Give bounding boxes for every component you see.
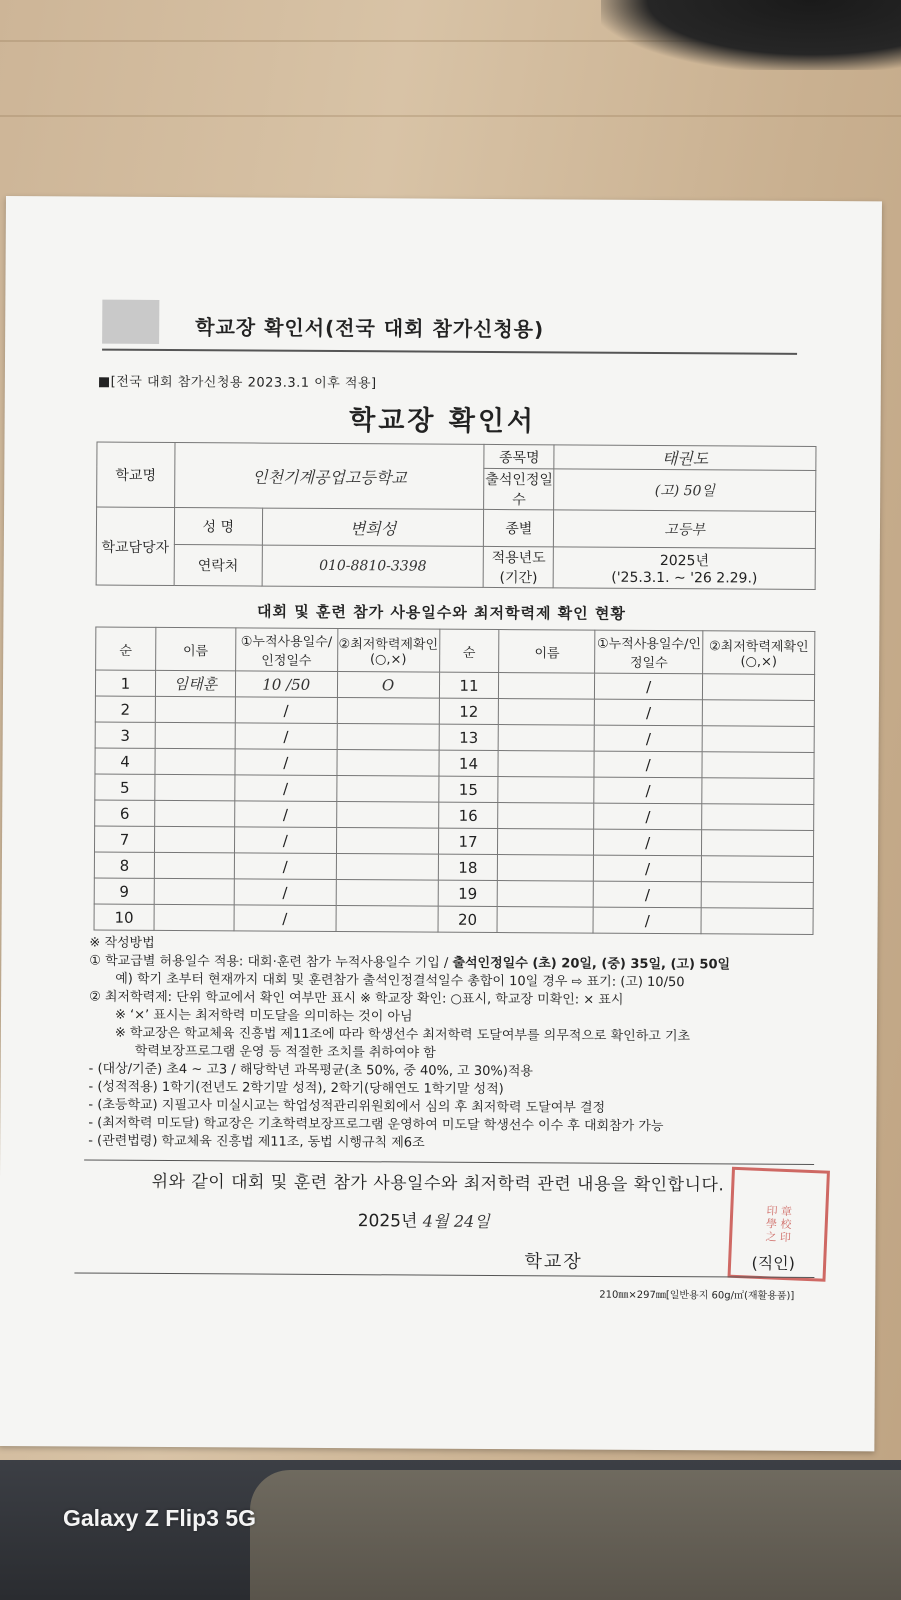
note-2: ② 최저학력제: 단위 학교에서 확인 여부만 표시 ※ 학교장 확인: ○표시, 학교장 미확인: × 표시 <box>89 989 624 1008</box>
year-label: 적용년도(기간) <box>484 546 554 587</box>
row-number: 9 <box>94 878 154 904</box>
days-used: / <box>234 827 336 854</box>
detail-2: - (성적적용) 1학기(전년도 2학기말 성적), 2학기(당해연도 1학기말 성적) <box>88 1079 504 1098</box>
days-used: / <box>235 697 337 724</box>
athlete-name <box>499 725 595 752</box>
section-title: 대회 및 훈련 참가 사용일수와 최저학력제 확인 현황 <box>256 602 626 623</box>
row-number: 15 <box>438 776 498 802</box>
header-rule <box>102 349 797 355</box>
min-academic-check <box>336 776 438 803</box>
min-academic-check <box>701 856 813 883</box>
athlete-name <box>154 878 234 904</box>
athlete-name <box>498 751 594 778</box>
days-used: / <box>595 699 703 726</box>
min-academic-check <box>701 908 813 935</box>
note-1-bold: 출석인정일수 (초) 20일, (중) 35일, (고) 50일 <box>452 955 731 973</box>
camera-watermark: Galaxy Z Flip3 5G <box>63 1505 257 1531</box>
athlete-name <box>155 800 235 826</box>
roster-header-row <box>96 627 815 674</box>
col-header: 순 <box>96 627 156 670</box>
days-used: / <box>594 725 702 752</box>
days-used: / <box>235 723 337 750</box>
min-academic-check <box>336 880 438 907</box>
days-used: / <box>593 907 701 934</box>
school-name-label: 학교명 <box>97 442 175 507</box>
date-month: 4월 <box>422 1211 449 1231</box>
athlete-name <box>154 826 234 852</box>
min-academic-check <box>337 750 439 777</box>
col-header: ①누적사용일수/인정일수 <box>235 628 337 672</box>
athlete-name <box>154 904 234 930</box>
seal-label: (직인) <box>751 1253 795 1273</box>
division-label: 종별 <box>484 509 554 546</box>
year-value: 2025년 <box>659 553 710 570</box>
row-number: 16 <box>438 802 498 828</box>
min-academic-check <box>702 700 814 727</box>
division-value: 고등부 <box>554 510 816 549</box>
info-table <box>96 442 817 590</box>
col-header: ①누적사용일수/인정일수 <box>595 630 703 674</box>
athlete-name <box>499 699 595 726</box>
event-value: 태권도 <box>554 445 816 471</box>
date-day: 24일 <box>453 1211 490 1231</box>
athlete-name <box>498 777 594 804</box>
days-used: / <box>234 801 336 828</box>
min-academic-check <box>336 802 438 829</box>
col-header: ②최저학력제확인(○,×) <box>337 629 439 673</box>
min-academic-check <box>701 882 813 909</box>
athlete-name <box>499 673 595 700</box>
days-used: / <box>595 673 703 700</box>
row-number: 19 <box>438 880 498 906</box>
days-used: / <box>594 829 702 856</box>
row-number: 18 <box>438 854 498 880</box>
athlete-name <box>497 907 593 934</box>
athlete-name <box>498 829 594 856</box>
athlete-name: 임태훈 <box>155 670 235 696</box>
principal-title: 학교장 <box>524 1251 583 1273</box>
days-used: / <box>593 881 701 908</box>
row-number: 2 <box>95 696 155 722</box>
confirmation-statement: 위와 같이 대회 및 훈련 참가 사용일수와 최저학력 관련 내용을 확인합니다. <box>151 1171 725 1196</box>
days-used: / <box>234 853 336 880</box>
min-academic-check <box>702 778 814 805</box>
athlete-name <box>155 748 235 774</box>
row-number: 8 <box>94 852 154 878</box>
days-used: 10 /50 <box>235 671 337 698</box>
row-number: 1 <box>95 670 155 696</box>
roster-table <box>94 627 816 935</box>
min-academic-check <box>702 752 814 779</box>
row-number: 17 <box>438 828 498 854</box>
min-academic-check <box>336 906 438 933</box>
row-number: 5 <box>95 774 155 800</box>
page-title: 학교장 확인서 <box>349 405 537 438</box>
document-sheet <box>0 196 882 1451</box>
col-header: ②최저학력제확인(○,×) <box>703 631 815 675</box>
contact-label: 연락처 <box>174 545 262 587</box>
athlete-name <box>498 803 594 830</box>
days-used: / <box>594 751 702 778</box>
col-header: 이름 <box>156 627 236 670</box>
note-1-example: 예) 학기 초부터 현재까지 대회 및 훈련참가 출석인정결석일수 총합이 10일 경우 ⇨ 표기: (고) 10/50 <box>115 971 685 991</box>
header-shade <box>102 300 159 344</box>
dark-cloth <box>601 0 901 70</box>
row-number: 20 <box>438 906 498 932</box>
detail-1: - (대상/기준) 초4 ~ 고3 / 해당학년 과목평균(초 50%, 중 40%, 고 30%)적용 <box>88 1061 534 1080</box>
table-row <box>94 904 813 934</box>
fabric-area <box>250 1470 901 1600</box>
name-value: 변희성 <box>262 508 484 546</box>
note-3: ※ ‘×’ 표시는 최저학력 미도달을 의미하는 것이 아님 <box>114 1007 413 1025</box>
days-used: / <box>594 855 702 882</box>
days-used: / <box>235 749 337 776</box>
row-number: 13 <box>439 724 499 750</box>
detail-4: - (최저학력 미도달) 학교장은 기초학력보장프로그램 운영하여 미도달 학생선수 이수 후 대회참가 가능 <box>88 1115 664 1135</box>
row-number: 10 <box>94 904 154 930</box>
days-used: / <box>235 775 337 802</box>
name-label: 성 명 <box>174 508 262 546</box>
min-academic-check <box>336 828 438 855</box>
athlete-name <box>498 855 594 882</box>
divider <box>84 1159 814 1164</box>
row-number: 14 <box>438 750 498 776</box>
paper-size-note: 210㎜×297㎜[일반용지 60g/㎡(재활용품)] <box>599 1289 795 1302</box>
min-academic-check <box>336 854 438 881</box>
note-4: ※ 학교장은 학교체육 진흥법 제11조에 따라 학생선수 최저학력 도달여부를 의무적으로 확인하고 기초 <box>114 1025 691 1045</box>
min-academic-check <box>702 726 814 753</box>
min-academic-check <box>702 830 814 857</box>
period-value: ('25.3.1. ~ '26 2.29.) <box>611 569 758 587</box>
manager-label: 학교담당자 <box>96 507 174 585</box>
row-number: 7 <box>94 826 154 852</box>
detail-3: - (초등학교) 지필고사 미실시교는 학업성적관리위원회에서 심의 후 최저학력 도달여부 결정 <box>88 1097 606 1116</box>
athlete-name <box>498 881 594 908</box>
bottom-rule <box>74 1272 814 1278</box>
days-used: / <box>234 879 336 906</box>
min-academic-check <box>702 804 814 831</box>
min-academic-check <box>703 674 815 701</box>
official-seal-icon: 印 章 學 校 之 印 <box>727 1167 829 1282</box>
note-4-cont: 학력보장프로그램 운영 등 적절한 조치를 취하여야 함 <box>134 1043 436 1061</box>
days-used: / <box>234 905 336 932</box>
min-academic-check <box>337 698 439 725</box>
detail-5: - (관련법령) 학교체육 진흥법 제11조, 동법 시행규칙 제6조 <box>88 1133 425 1151</box>
issue-date <box>358 1206 490 1232</box>
header-title: 학교장 확인서(전국 대회 참가신청용) <box>195 315 545 342</box>
row-number: 3 <box>95 722 155 748</box>
athlete-name <box>155 774 235 800</box>
days-used: / <box>594 777 702 804</box>
event-label: 종목명 <box>484 444 554 468</box>
contact-value: 010-8810-3398 <box>262 545 484 587</box>
min-academic-check <box>337 724 439 751</box>
days-used: / <box>594 803 702 830</box>
col-header: 이름 <box>499 630 595 674</box>
row-number: 6 <box>95 800 155 826</box>
row-number: 11 <box>439 672 499 698</box>
col-header: 순 <box>439 629 499 672</box>
attendance-value: (고) 50일 <box>554 469 816 512</box>
athlete-name <box>154 852 234 878</box>
applicability-notice: ■[전국 대회 참가신청용 2023.3.1 이후 적용] <box>97 374 377 392</box>
instructions <box>88 935 819 1155</box>
notes-heading: ※ 작성방법 <box>89 935 155 951</box>
row-number: 12 <box>439 698 499 724</box>
date-year: 2025년 <box>357 1211 418 1232</box>
athlete-name <box>155 696 235 722</box>
attendance-label: 출석인정일수 <box>484 468 554 509</box>
row-number: 4 <box>95 748 155 774</box>
school-name-value: 인천기계공업고등학교 <box>174 443 484 510</box>
min-academic-check: O <box>337 672 439 699</box>
athlete-name <box>155 722 235 748</box>
year-cell <box>553 547 815 590</box>
note-1-text: ① 학교급별 허용일수 적용: 대회·훈련 참가 누적사용일수 기입 / <box>89 953 453 971</box>
